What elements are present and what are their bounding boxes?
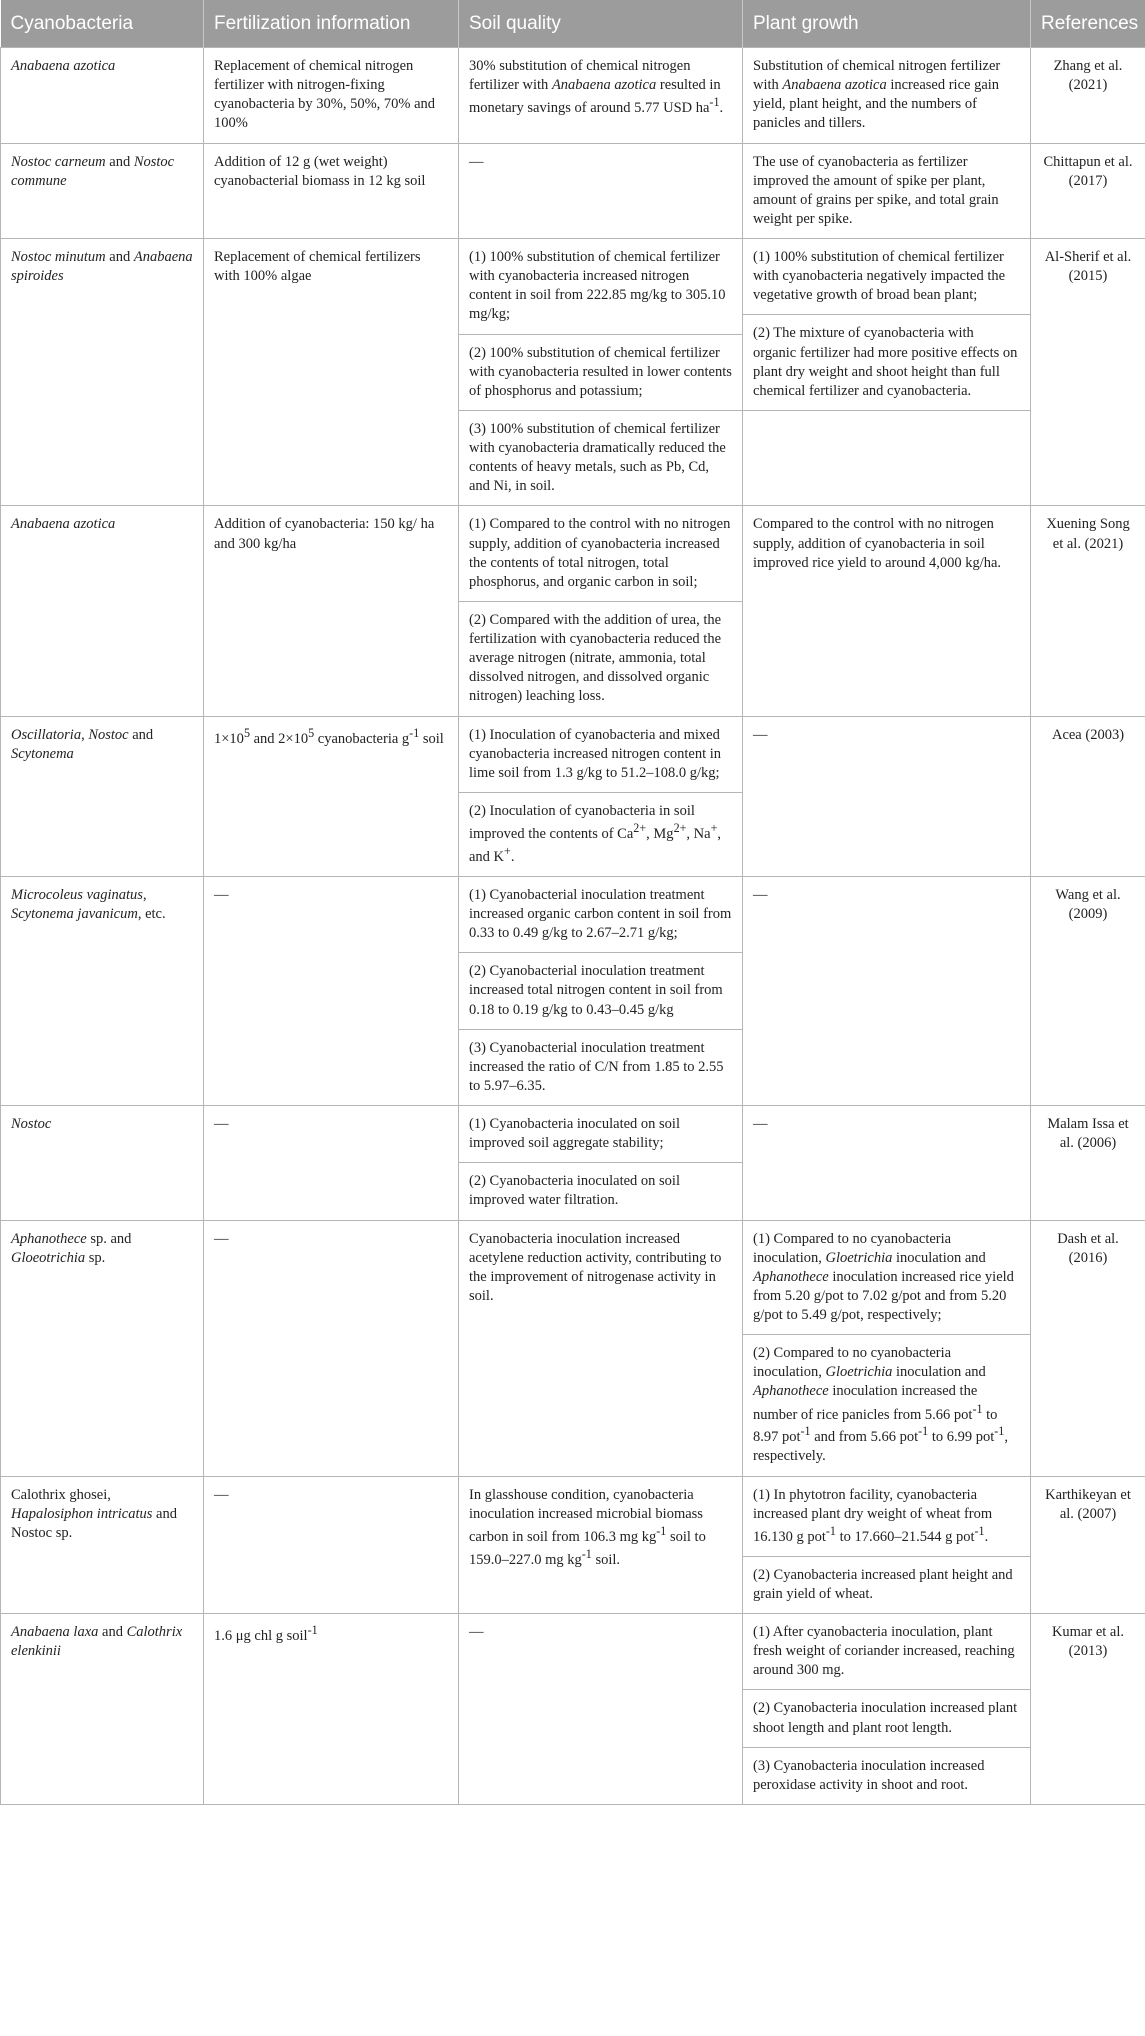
cell-soil-quality-item: (1) Cyanobacterial inoculation treatment increased organic carbon content in soil from 0.33 to 0.49 g/kg to 2.67–2.71 g/kg; — [469, 886, 732, 942]
cell-fertilization: — — [204, 876, 459, 1105]
cell-soil-quality-item: (1) Compared to the control with no nitrogen supply, addition of cyanobacteria increased the contents of total nitrogen, total phosphorus, and organic carbon in soil; — [469, 516, 731, 590]
cell-plant-growth-item: (2) The mixture of cyanobacteria with organic fertilizer had more positive effects on plant dry weight and shoot height than full chemical fertilizer and cyanobacteria. — [743, 314, 1030, 410]
cell-cyanobacteria: Aphanothece sp. and Gloeotrichia sp. — [1, 1220, 204, 1476]
cell-soil-quality: Cyanobacteria inoculation increased acetylene reduction activity, contributing to the improvement of nitrogenase activity in soil. — [459, 1220, 743, 1476]
cell-cyanobacteria: Oscillatoria, Nostoc and Scytonema — [1, 716, 204, 876]
cell-plant-growth: The use of cyanobacteria as fertilizer improved the amount of spike per plant, amount of grains per spike, and total grain weight per spike. — [743, 143, 1031, 239]
cell-cyanobacteria: Anabaena azotica — [1, 506, 204, 716]
cell-plant-growth: — — [743, 876, 1031, 1105]
header-soil-quality: Soil quality — [459, 0, 743, 48]
cell-fertilization: — — [204, 1476, 459, 1613]
cell-plant-growth: — — [743, 716, 1031, 876]
header-plant-growth: Plant growth — [743, 0, 1031, 48]
table-row — [1, 1614, 1145, 1805]
cell-plant-growth-item: (1) 100% substitution of chemical fertilizer with cyanobacteria negatively impacted the vegetative growth of broad bean plant; — [753, 249, 1006, 304]
cell-plant-growth-item: (3) Cyanobacteria inoculation increased peroxidase activity in shoot and root. — [743, 1747, 1030, 1804]
cell-plant-growth: — — [743, 1106, 1031, 1221]
cell-cyanobacteria: Nostoc — [1, 1106, 204, 1221]
cell-plant-growth — [743, 1476, 1031, 1613]
cell-plant-growth-item: (1) In phytotron facility, cyanobacteria increased plant dry weight of wheat from 16.130 g pot$^{-1}$ to 17.660–21.544 g pot$^{-1}$. — [753, 1486, 993, 1545]
cell-soil-quality — [459, 1106, 743, 1221]
cell-soil-quality: — — [459, 1614, 743, 1805]
cell-fertilization: — — [204, 1220, 459, 1476]
cell-plant-growth — [743, 1220, 1031, 1476]
cell-reference: Dash et al. (2016) — [1031, 1220, 1145, 1476]
table-body — [1, 48, 1145, 1805]
cell-cyanobacteria: Nostoc carneum and Nostoc commune — [1, 143, 204, 239]
cell-reference: Karthikeyan et al. (2007) — [1031, 1476, 1145, 1613]
cell-soil-quality-item: (3) 100% substitution of chemical fertilizer with cyanobacteria dramatically reduced the contents of heavy metals, such as Pb, Cd, and Ni, in soil. — [459, 410, 742, 506]
cell-cyanobacteria: Anabaena azotica — [1, 48, 204, 144]
cell-reference: Zhang et al. (2021) — [1031, 48, 1145, 144]
cell-plant-growth-item: (2) Compared to no cyanobacteria inoculation, Gloetrichia inoculation and Aphanothece inoculation increased the number of rice panicles from 5.66 pot$^{-1}$ to 8.97 pot$^{-1}$ and from 5.66 pot$^{-1}$ to 6.99 pot$^{-1}$, respectively. — [743, 1334, 1030, 1475]
cell-plant-growth — [743, 239, 1031, 506]
table-row — [1, 1476, 1145, 1613]
table-row — [1, 1220, 1145, 1476]
cell-soil-quality — [459, 239, 743, 506]
cell-soil-quality-item: (2) Cyanobacteria inoculated on soil improved water filtration. — [459, 1162, 742, 1219]
cell-cyanobacteria: Microcoleus vaginatus, Scytonema javanicum, etc. — [1, 876, 204, 1105]
cell-fertilization: — — [204, 1106, 459, 1221]
cell-plant-growth-item: (2) Cyanobacteria increased plant height and grain yield of wheat. — [743, 1556, 1030, 1613]
cell-cyanobacteria: Anabaena laxa and Calothrix elenkinii — [1, 1614, 204, 1805]
cell-cyanobacteria: Calothrix ghosei, Hapalosiphon intricatus and Nostoc sp. — [1, 1476, 204, 1613]
cell-soil-quality-item: (2) Cyanobacterial inoculation treatment increased total nitrogen content in soil from 0.18 to 0.19 g/kg to 0.43–0.45 g/kg — [459, 952, 742, 1028]
cell-soil-quality-item: (1) Cyanobacteria inoculated on soil improved soil aggregate stability; — [469, 1116, 680, 1152]
cell-plant-growth: Compared to the control with no nitrogen supply, addition of cyanobacteria in soil improved rice yield to around 4,000 kg/ha. — [743, 506, 1031, 716]
header-cyanobacteria: Cyanobacteria — [1, 0, 204, 48]
table-row — [1, 506, 1145, 716]
cell-fertilization: Replacement of chemical fertilizers with 100% algae — [204, 239, 459, 506]
cell-soil-quality-item: (2) Inoculation of cyanobacteria in soil improved the contents of $Ca^{2+}$, $Mg^{2+}$, Na+, and K+. — [459, 792, 742, 876]
table-row — [1, 1106, 1145, 1221]
cell-soil-quality: — — [459, 143, 743, 239]
table-row — [1, 239, 1145, 506]
table-row — [1, 876, 1145, 1105]
cell-soil-quality-item: (3) Cyanobacterial inoculation treatment increased the ratio of C/N from 1.85 to 2.55 to 5.97–6.35. — [459, 1029, 742, 1105]
cell-fertilization: $1\times 10^5$ and $2\times 10^5$ cyanobacteria $g^{-1}$ soil — [204, 716, 459, 876]
cell-soil-quality: 30% substitution of chemical nitrogen fertilizer with Anabaena azotica resulted in monetary savings of around 5.77 USD $ha^{-1}$. — [459, 48, 743, 144]
cell-reference: Al-Sherif et al. (2015) — [1031, 239, 1145, 506]
cell-fertilization: Addition of cyanobacteria: 150 kg/ ha and 300 kg/ha — [204, 506, 459, 716]
header-fertilization: Fertilization information — [204, 0, 459, 48]
header-references: References — [1031, 0, 1145, 48]
cell-soil-quality — [459, 506, 743, 716]
cell-soil-quality — [459, 876, 743, 1105]
table-row — [1, 716, 1145, 876]
cell-reference: Kumar et al. (2013) — [1031, 1614, 1145, 1805]
cell-soil-quality: In glasshouse condition, cyanobacteria inoculation increased microbial biomass carbon in soil from 106.3 mg $kg^{-1}$ soil to 159.0–227.0 mg $kg^{-1}$ soil. — [459, 1476, 743, 1613]
cell-reference: Malam Issa et al. (2006) — [1031, 1106, 1145, 1221]
cell-fertilization: Replacement of chemical nitrogen fertilizer with nitrogen-fixing cyanobacteria by 30%, 50%, 70% and 100% — [204, 48, 459, 144]
cell-cyanobacteria: Nostoc minutum and Anabaena spiroides — [1, 239, 204, 506]
table-row — [1, 143, 1145, 239]
cell-plant-growth-item — [743, 410, 1030, 448]
header-row — [1, 0, 1145, 48]
cell-soil-quality — [459, 716, 743, 876]
cell-soil-quality-item: (2) Compared with the addition of urea, the fertilization with cyanobacteria reduced the average nitrogen (nitrate, ammonia, total dissolved nitrogen, and dissolved organic nitrogen) leaching loss. — [459, 601, 742, 716]
cell-soil-quality-item: (2) 100% substitution of chemical fertilizer with cyanobacteria resulted in lower contents of phosphorus and potassium; — [459, 334, 742, 410]
cell-reference: Wang et al. (2009) — [1031, 876, 1145, 1105]
cell-reference: Chittapun et al. (2017) — [1031, 143, 1145, 239]
cell-plant-growth: Substitution of chemical nitrogen fertilizer with Anabaena azotica increased rice gain yield, plant height, and the numbers of panicles and tillers. — [743, 48, 1031, 144]
cell-soil-quality-item: (1) Inoculation of cyanobacteria and mixed cyanobacteria increased nitrogen content in lime soil from 1.3 g/kg to 51.2–108.0 g/kg; — [469, 726, 722, 781]
cell-fertilization: Addition of 12 g (wet weight) cyanobacterial biomass in 12 kg soil — [204, 143, 459, 239]
cell-plant-growth-item: (1) After cyanobacteria inoculation, plant fresh weight of coriander increased, reaching around 300 mg. — [753, 1624, 1015, 1679]
cell-fertilization: 1.6 μg chl g soil$^{-1}$ — [204, 1614, 459, 1805]
cell-plant-growth-item: (1) Compared to no cyanobacteria inoculation, Gloetrichia inoculation and Aphanothece inoculation increased rice yield from 5.20 g/pot to 7.02 g/pot and from 5.20 g/pot to 5.49 g/pot, respectively; — [753, 1230, 1014, 1324]
cell-reference: Acea (2003) — [1031, 716, 1145, 876]
cell-plant-growth-item: (2) Cyanobacteria inoculation increased plant shoot length and plant root length. — [743, 1689, 1030, 1746]
cell-soil-quality-item: (1) 100% substitution of chemical fertilizer with cyanobacteria increased nitrogen content in soil from 222.85 mg/kg to 305.10 mg/kg; — [469, 249, 726, 323]
cell-reference: Xuening Song et al. (2021) — [1031, 506, 1145, 716]
cell-plant-growth — [743, 1614, 1031, 1805]
table-row — [1, 48, 1145, 144]
